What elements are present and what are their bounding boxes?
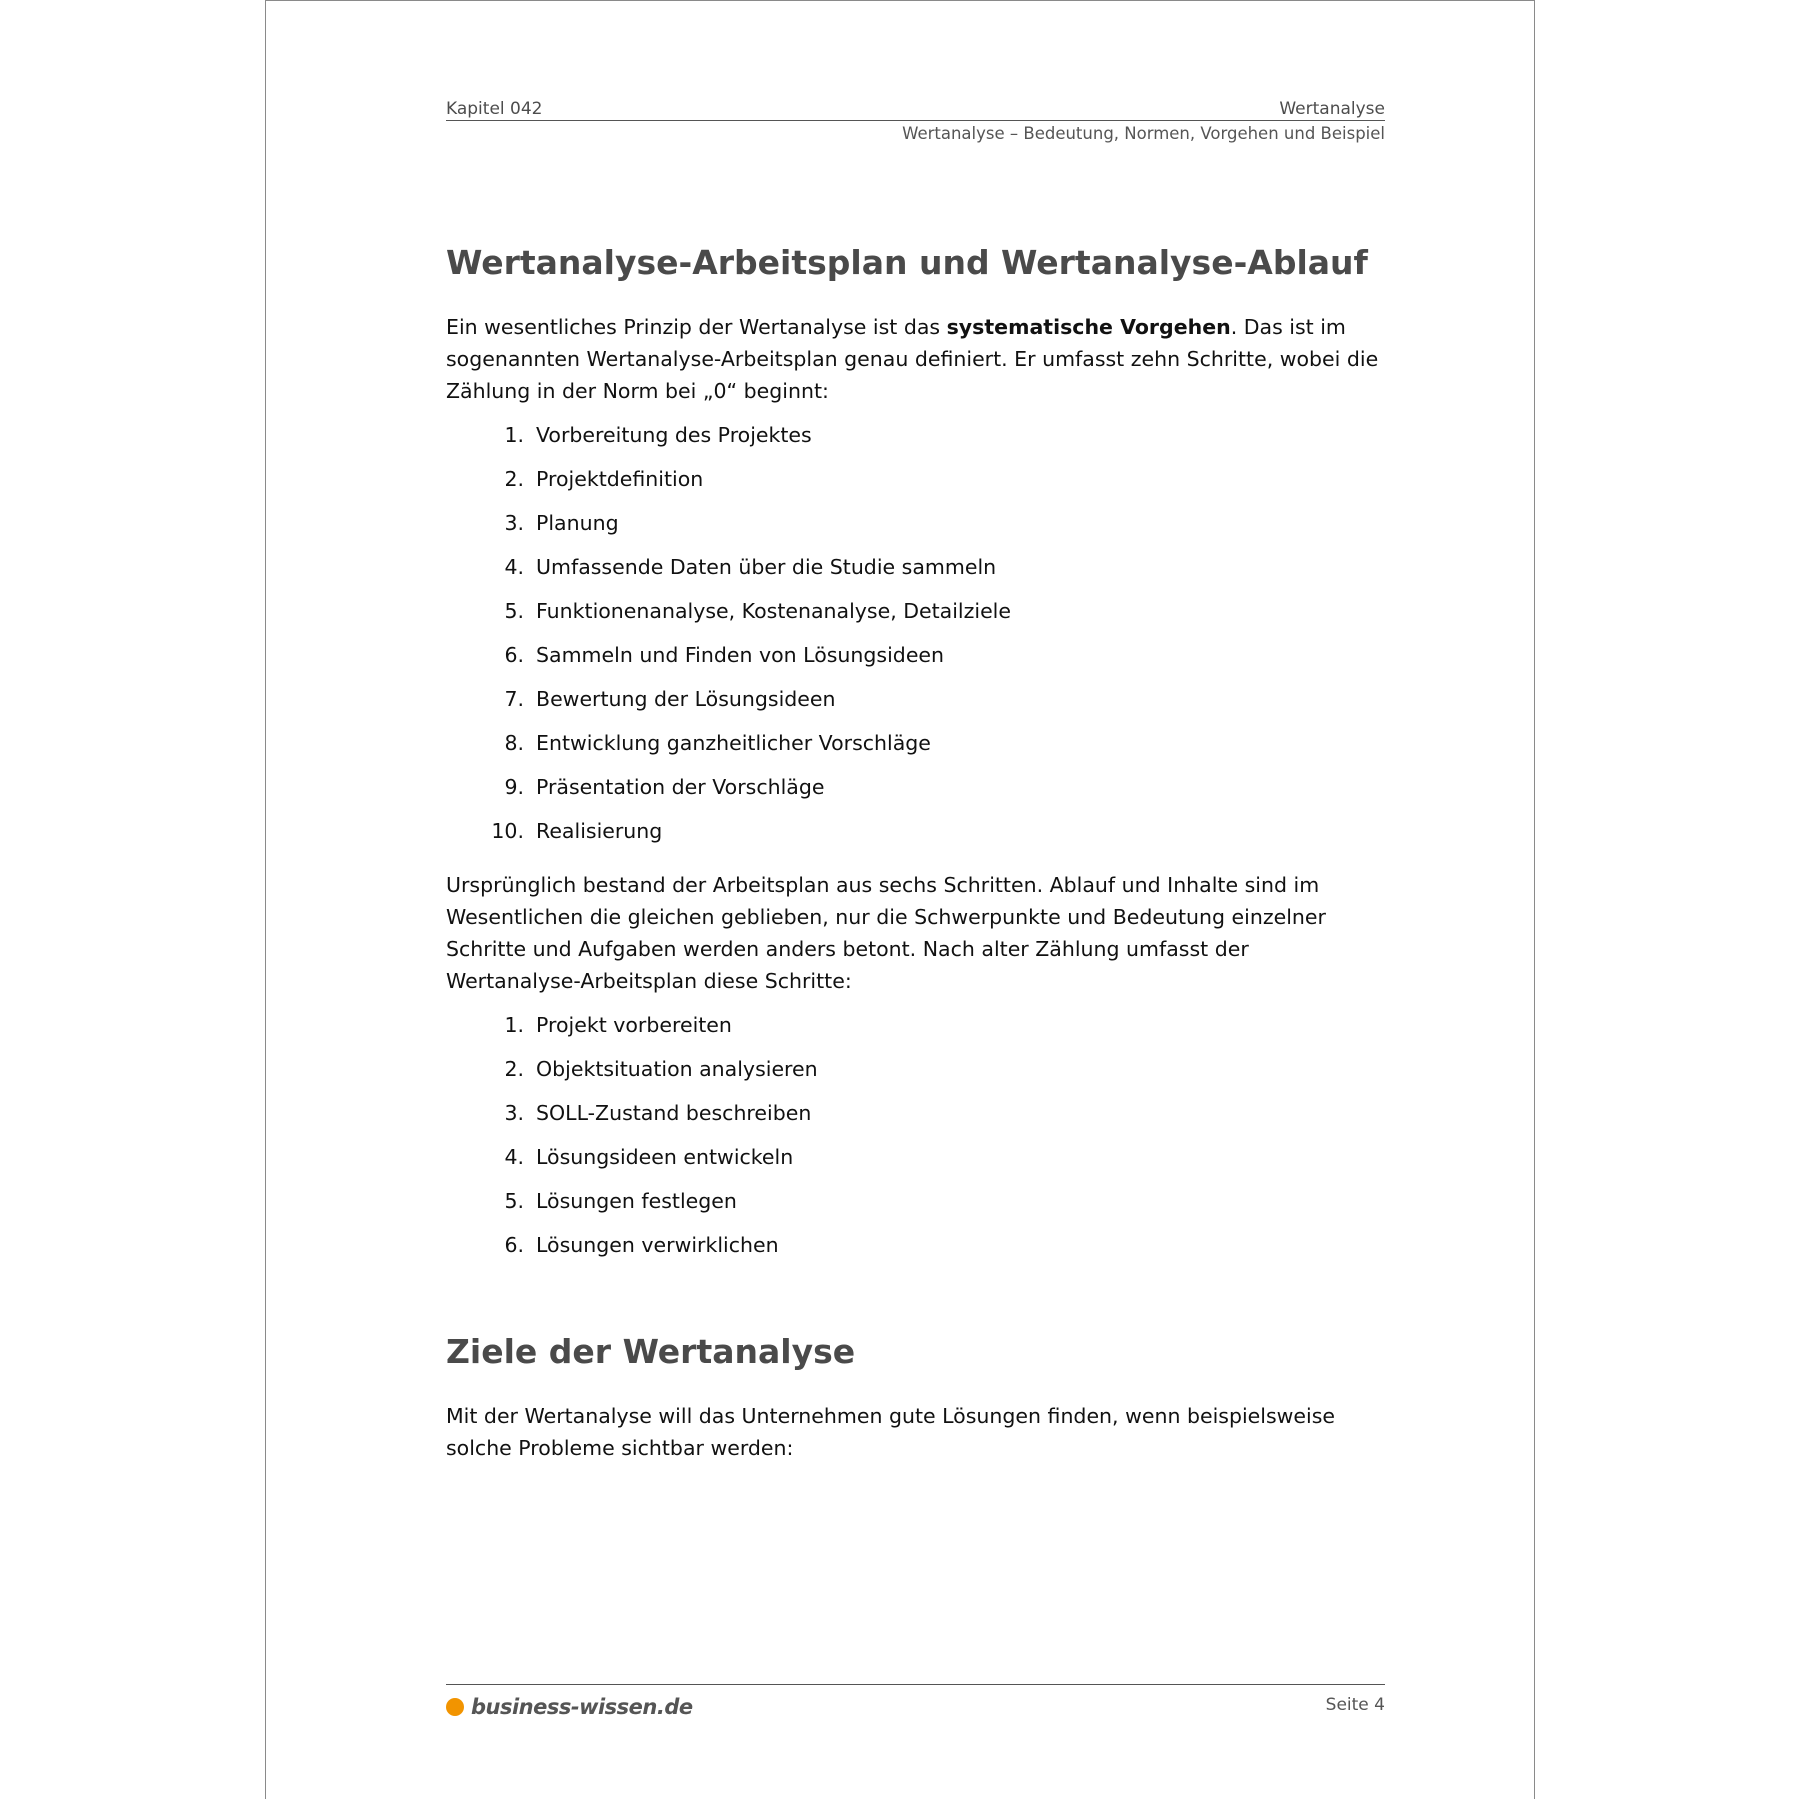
old-steps-list — [446, 1011, 1385, 1259]
list-item-text: Planung — [536, 511, 619, 535]
list-item-text: Realisierung — [536, 819, 663, 843]
section-heading-ziele: Ziele der Wertanalyse — [446, 1332, 856, 1371]
section-heading-arbeitsplan: Wertanalyse-Arbeitsplan und Wertanalyse-Ablauf — [446, 243, 1368, 282]
ziele-paragraph: Mit der Wertanalyse will das Unternehmen gute Lösungen finden, wenn beispielsweise solche Probleme sichtbar werden: — [446, 1404, 1336, 1460]
steps-list — [446, 421, 1385, 845]
list-item-text: Projektdefinition — [536, 467, 704, 491]
list-item-number: 7. — [504, 687, 524, 711]
header-chapter: Kapitel 042 — [446, 99, 543, 119]
list-item-text: Lösungsideen entwickeln — [536, 1145, 794, 1169]
list-item — [446, 641, 1385, 669]
list-item-text: SOLL-Zustand beschreiben — [536, 1101, 812, 1125]
list-item-text: Umfassende Daten über die Studie sammeln — [536, 555, 997, 579]
list-item-number: 3. — [504, 511, 524, 535]
intro-paragraph — [446, 311, 1385, 407]
list-item — [446, 1011, 1385, 1039]
list-item — [446, 553, 1385, 581]
logo-dot-icon — [446, 1698, 464, 1716]
list-item — [446, 729, 1385, 757]
list-item-text: Lösungen verwirklichen — [536, 1233, 779, 1257]
list-item — [446, 1231, 1385, 1259]
list-item-text: Sammeln und Finden von Lösungsideen — [536, 643, 945, 667]
header-subtitle: Wertanalyse – Bedeutung, Normen, Vorgehen und Beispiel — [902, 124, 1385, 143]
list-item-text: Projekt vorbereiten — [536, 1013, 732, 1037]
intro-bold-text: systematische Vorgehen — [946, 315, 1231, 339]
footer-logo — [446, 1694, 693, 1720]
list-item-text: Bewertung der Lösungsideen — [536, 687, 836, 711]
list-item — [446, 465, 1385, 493]
list-item-text: Objektsituation analysieren — [536, 1057, 818, 1081]
list-item-number: 9. — [504, 775, 524, 799]
list-item-number: 6. — [504, 643, 524, 667]
list-item-text: Funktionenanalyse, Kostenanalyse, Detailziele — [536, 599, 1011, 623]
intro-text-start: Ein wesentliches Prinzip der Wertanalyse ist das — [446, 315, 947, 339]
page-content — [446, 240, 1385, 1464]
list-item-number: 5. — [504, 599, 524, 623]
header-title: Wertanalyse — [1279, 99, 1385, 119]
list-item-text: Präsentation der Vorschläge — [536, 775, 825, 799]
list-item-number: 4. — [504, 555, 524, 579]
list-item — [446, 421, 1385, 449]
page-number: Seite 4 — [1325, 1695, 1385, 1715]
header-divider — [446, 120, 1385, 121]
list-item — [446, 1099, 1385, 1127]
list-item-text: Entwicklung ganzheitlicher Vorschläge — [536, 731, 931, 755]
list-item — [446, 773, 1385, 801]
list-item-number: 8. — [504, 731, 524, 755]
list-item — [446, 1143, 1385, 1171]
list-item-number: 2. — [504, 467, 524, 491]
list-item — [446, 1187, 1385, 1215]
list-item-number: 2. — [504, 1057, 524, 1081]
list-item — [446, 817, 1385, 845]
list-item — [446, 597, 1385, 625]
list-item-number: 1. — [504, 423, 524, 447]
list-item-number: 1. — [504, 1013, 524, 1037]
list-item — [446, 685, 1385, 713]
logo-text: business-wissen.de — [471, 1695, 693, 1719]
list-item-number: 10. — [491, 819, 524, 843]
history-paragraph: Ursprünglich bestand der Arbeitsplan aus sechs Schritten. Ablauf und Inhalte sind im Wesentlichen die gleichen geblieben, nur die Schwerpunkte und Bedeutung einzelner Schritte und Aufgaben werden anders betont. Nach alter Zählung umfasst der Wertanalyse-Arbeitsplan diese Schritte: — [446, 873, 1326, 993]
list-item-number: 4. — [504, 1145, 524, 1169]
list-item-number: 5. — [504, 1189, 524, 1213]
list-item-text: Lösungen festlegen — [536, 1189, 737, 1213]
list-item-number: 3. — [504, 1101, 524, 1125]
footer-divider — [446, 1684, 1385, 1685]
intro-text-end: . Das ist im sogenannten Wertanalyse-Arbeitsplan genau definiert. Er umfasst zehn Schritte, wobei die Zählung in der Norm bei „0“ beginnt: — [446, 315, 1379, 403]
list-item-text: Vorbereitung des Projektes — [536, 423, 812, 447]
list-item — [446, 509, 1385, 537]
list-item-number: 6. — [504, 1233, 524, 1257]
list-item — [446, 1055, 1385, 1083]
